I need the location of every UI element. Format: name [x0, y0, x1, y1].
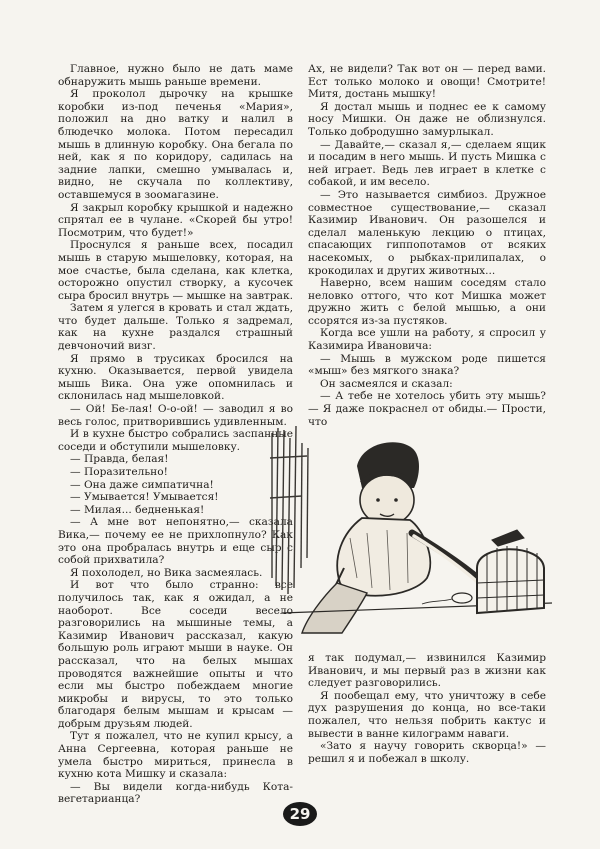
paragraph: я так подумал,— извинился Казимир Иванович, и мы первый раз в жизни как следует разговорились. — [308, 652, 546, 690]
paragraph: — Ой! Бе-лая! О-о-ой! — заводил я во весь голос, притворившись удивленным. — [58, 403, 293, 428]
paragraph: Я пообещал ему, что уничтожу в себе дух разрушения до конца, но все-таки пожалел, что нельзя побрить кактус и вывести в ванне килограмм наваги. — [308, 689, 546, 740]
paragraph: «Зато я научу говорить скворца!» — решил я и побежал в школу. — [308, 740, 546, 765]
paragraph: Проснулся я раньше всех, посадил мышь в старую мышеловку, которая, на мое счастье, была сделана, как клетка, осторожно опустил створку, а кусочек сыра бросил внутрь — мышке на завтрак. — [58, 239, 293, 302]
paragraph: Он засмеялся и сказал: — [320, 377, 453, 390]
paragraph: — Милая... бедненькая! — [70, 503, 205, 516]
paragraph: Я закрыл коробку крышкой и надежно спрятал ее в чулане. «Скорей бы утро! Посмотрим, что будет!» — [58, 201, 293, 239]
paragraph: Я прямо в трусиках бросился на кухню. Оказывается, первой увидела мышь Вика. Она уже опомнилась и склонилась над мышеловкой. — [58, 352, 293, 403]
paragraph: И вот что было странно: все получилось так, как я ожидал, а не наоборот. Все соседи весело разговорились на мышиные темы, а Казимир Иванович рассказал, какую большую роль играют мыши в науке. Он рассказал, что на белых мышах проводятся важнейшие опыты и что если мы быстро побеждаем многие микробы и вирусы, то это только благодаря белым мышам и крысам — добрым друзьям людей. — [58, 579, 293, 730]
mouse-figure — [422, 593, 472, 604]
paragraph: Я достал мышь и поднес ее к самому носу Мишки. Он даже не облизнулся. Только добродушно замурлыкал. — [308, 100, 546, 138]
mousetrap-cage — [477, 530, 544, 613]
paragraph: И в кухне быстро собрались заспанные соседи и обступили мышеловку. — [58, 428, 293, 453]
boy-figure — [302, 442, 487, 633]
paragraph: — Умывается! Умывается! — [70, 491, 219, 504]
paragraph: Я похолодел, но Вика засмеялась. — [70, 566, 263, 579]
wall-hatching — [270, 426, 308, 594]
page-number: 29 — [283, 802, 317, 826]
right-column-top — [308, 63, 546, 428]
paragraph: — Вы видели когда-нибудь Кота-вегетарианца? — [58, 780, 293, 806]
paragraph: Ах, не видели? Так вот он — перед вами. Ест только молоко и овощи! Смотрите! Митя, достань мышку! — [308, 63, 546, 101]
left-column — [58, 63, 293, 806]
paragraph: Когда все ушли на работу, я спросил у Казимира Ивановича: — [308, 327, 546, 353]
paragraph: — Давайте,— сказал я,— сделаем ящик и посадим в него мышь. И пусть Мишка с ней играет. Ведь лев играет в клетке с собакой, и им весело. — [308, 138, 546, 189]
paragraph: — Это называется симбиоз. Дружное совместное существование,— сказал Казимир Иванович. Он разошелся и сделал маленькую лекцию о птицах, спасающих гиппопотамов от всяких насекомых, о рыбках-прилипалах, о крокодилах и других животных... — [308, 188, 546, 277]
right-column-bottom — [308, 652, 546, 765]
paragraph: Затем я улегся в кровать и стал ждать, что будет дальше. Только я задремал, как на кухне раздался страшный девчоночий визг. — [58, 302, 293, 353]
paragraph: Тут я пожалел, что не купил крысу, а Анна Сергеевна, которая раньше не умела быстро мириться, принесла в кухню кота Мишку и сказала: — [58, 730, 293, 781]
paragraph: — Правда, белая! — [70, 453, 169, 466]
paragraph: — Поразительно! — [70, 466, 168, 478]
paragraph: — А тебе не хотелось убить эту мышь? — Я даже покраснел от обиды.— Прости, что — [308, 390, 546, 428]
paragraph: Наверно, всем нашим соседям стало неловко оттого, что кот Мишка может дружно жить с белой мышью, а они ссорятся из-за пустяков. — [308, 277, 546, 327]
paragraph: — Она даже симпатична! — [70, 478, 214, 491]
paragraph: — Мышь в мужском роде пишется «мыш» без мягкого знака? — [308, 352, 546, 378]
paragraph: Главное, нужно было не дать маме обнаружить мышь раньше времени. — [58, 63, 293, 88]
boy-mousetrap-illustration — [262, 418, 562, 643]
paragraph: Я проколол дырочку на крышке коробки из-под печенья «Мария», положил на дно ватку и налил в блюдечко молока. Потом пересадил мышь в длинную коробку. Она бегала по ней, как я по коридору, садилась на задние лапки, смешно умывалась и, видно, не скучала по коллективу, оставшемуся в зоомагазине. — [58, 88, 293, 201]
paragraph: — А мне вот непонятно,— сказала Вика,— почему ее не прихлопнуло? Как это она пробралась внутрь и еще сыр с собой прихватила? — [58, 516, 293, 567]
